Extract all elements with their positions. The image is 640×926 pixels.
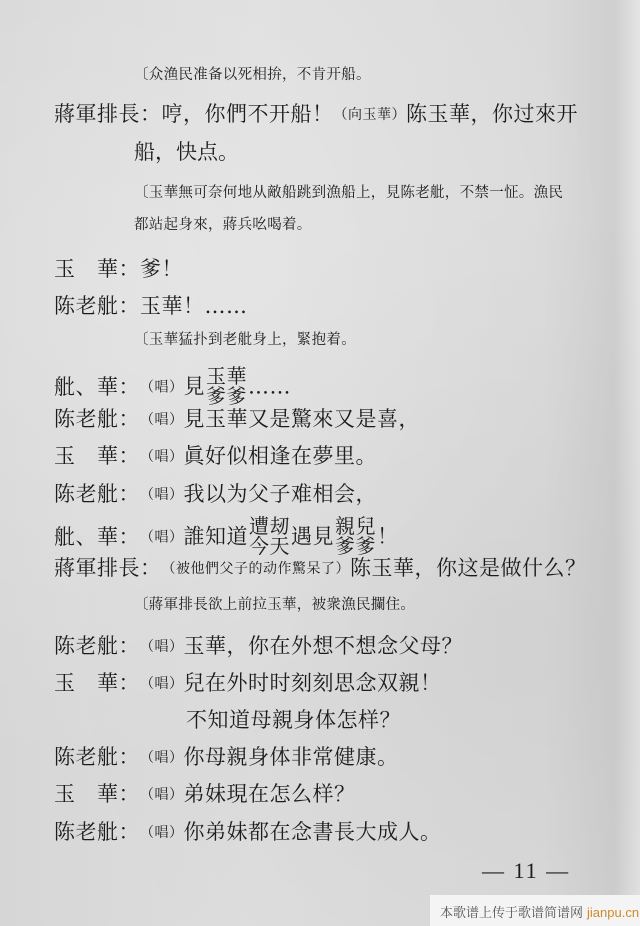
stage-direction: 〔玉華猛扑到老舭身上，緊抱着。 (134, 332, 356, 348)
dialogue-line (54, 673, 442, 694)
dialogue-line (54, 484, 377, 505)
dialogue-text: 眞好似相逢在夢里。 (183, 444, 377, 468)
dialogue-text: 陈玉華，你过來开 (406, 102, 578, 126)
stage-direction: 〔玉華無可奈何地从敵船跳到漁船上，見陈老舭，不禁一怔。漁民 (134, 185, 564, 201)
speaker-label: 玉 華： (54, 671, 140, 695)
speaker-label: 陈老舭： (54, 820, 140, 844)
stage-direction: 〔蔣軍排長欲上前拉玉華，被衆漁民攔住。 (134, 597, 416, 613)
dialogue-line (54, 747, 399, 768)
dialogue-line (54, 259, 183, 280)
speaker-label: 蔣軍排長： (54, 556, 162, 580)
stack-top: 親兒 (335, 514, 376, 538)
stacked-text (206, 366, 247, 406)
sing-marker: （唱） (140, 529, 184, 546)
sing-marker: （唱） (140, 676, 184, 692)
sing-marker: （唱） (140, 825, 184, 841)
dialogue-line (54, 364, 291, 408)
dialogue-line (54, 446, 377, 467)
dialogue-text: …… (248, 374, 291, 399)
speaker-label: 玉 華： (54, 782, 140, 806)
stage-aside: （被他們父子的动作驚呆了） (161, 561, 350, 577)
dialogue-continuation: 不知道母親身体怎样？ (186, 708, 401, 732)
dialogue-text: ！ (377, 524, 399, 549)
stage-direction: 都站起身來，蔣兵吆喝着。 (134, 217, 312, 233)
stacked-text (249, 516, 290, 556)
speaker-label: 蔣軍排長： (54, 102, 162, 126)
watermark-text: 本歌谱上传于歌谱简谱网 (440, 906, 584, 921)
speaker-label: 玉 華： (54, 444, 140, 468)
dialogue-text: 玉華，你在外想不想念父母？ (183, 634, 463, 658)
sing-marker: （唱） (140, 487, 184, 503)
speaker-label: 陈老舭： (54, 407, 140, 431)
dialogue-text: 陈玉華，你这是做什么？ (350, 556, 587, 580)
speaker-label: 陈老舭： (54, 294, 140, 318)
dialogue-text: 爹！ (140, 257, 183, 281)
stack-bottom: 爹爹 (335, 534, 376, 558)
page-number: — 11 — (482, 858, 571, 883)
speaker-label: 玉 華： (54, 257, 140, 281)
sing-marker: （唱） (140, 639, 184, 655)
dialogue-text: 你母親身体非常健康。 (183, 745, 399, 769)
dialogue-text: 見 (183, 374, 205, 399)
dialogue-line (54, 104, 578, 125)
dialogue-continuation: 船，快点。 (134, 140, 239, 164)
speaker-label: 陈老舭： (54, 634, 140, 658)
dialogue-line (54, 636, 463, 657)
speaker-label: 舭、華： (54, 374, 140, 399)
stack-top: 玉華 (206, 364, 247, 388)
stack-top: 遭刼 (249, 514, 290, 538)
dialogue-line (54, 409, 420, 430)
dialogue-line (54, 558, 587, 579)
speaker-label: 陈老舭： (54, 482, 140, 506)
dialogue-text: 哼，你們不开船！ (161, 102, 334, 126)
stacked-text (335, 516, 376, 556)
dialogue-text: 我以为父子难相会， (183, 482, 377, 506)
sing-marker: （唱） (140, 787, 184, 803)
dialogue-text: 遇見 (291, 524, 334, 549)
stage-aside: （向玉華） (333, 107, 406, 123)
watermark (430, 895, 640, 926)
stage-direction: 〔众渔民准备以死相拚，不肯开船。 (134, 67, 371, 83)
dialogue-line (54, 514, 399, 558)
watermark-site: jianpu.cn (587, 905, 640, 920)
sing-marker: （唱） (140, 412, 184, 428)
speaker-label: 舭、華： (54, 524, 140, 549)
speaker-label: 陈老舭： (54, 745, 140, 769)
dialogue-text: 誰知道 (183, 524, 248, 549)
dialogue-line (54, 822, 442, 843)
dialogue-line (54, 784, 356, 805)
dialogue-text: 兒在外时时刻刻思念双親！ (183, 671, 442, 695)
dialogue-text: 玉華！…… (140, 294, 248, 318)
sing-marker: （唱） (140, 449, 184, 465)
stack-bottom: 爹爹 (206, 384, 247, 408)
sing-marker: （唱） (140, 379, 184, 396)
dialogue-text: 見玉華又是驚來又是喜， (183, 407, 420, 431)
dialogue-line (54, 296, 248, 317)
sing-marker: （唱） (140, 750, 184, 766)
stack-bottom: 今天 (249, 534, 290, 558)
dialogue-text: 你弟妹都在念書長大成人。 (183, 820, 442, 844)
dialogue-text: 弟妹現在怎么样？ (183, 782, 356, 806)
